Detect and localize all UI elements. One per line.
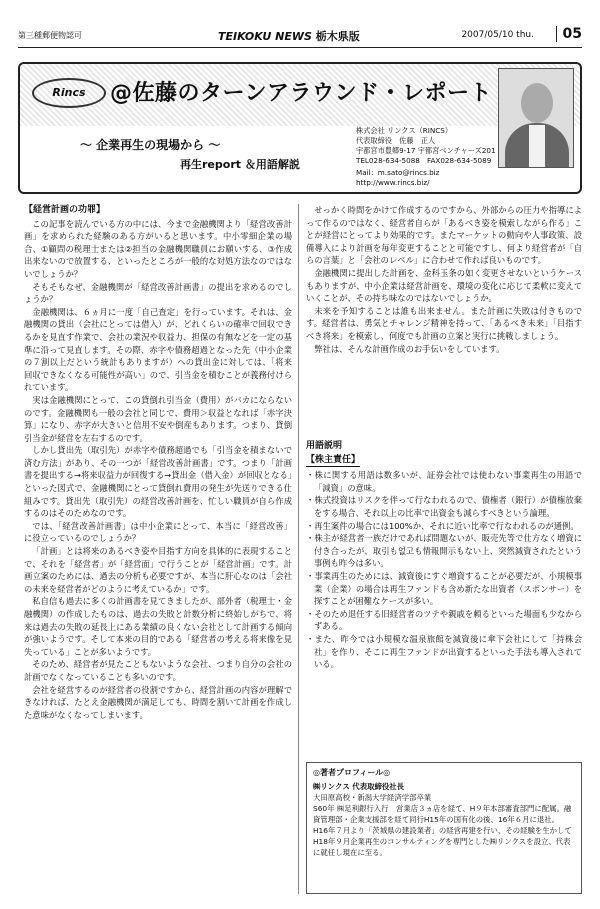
report-headline: @佐藤のターンアラウンド・レポート	[110, 81, 493, 106]
article-left-column	[24, 204, 292, 721]
article-paragraph: そのため、経営者が見たこともないような会社、つまり自分の会社の計画でなくなっていることも多いのです。	[24, 659, 292, 682]
article-heading: 【経営計画の功罪】	[24, 205, 106, 215]
article-paragraph: 弊社は、そんな計画作成のお手伝いをしています。	[314, 343, 505, 354]
profile-title: ◎著者プロフィール◎	[313, 768, 391, 777]
profile-line: H16年７月より「茨城県の建設業者」の経営再建を行い、その経験を生かしてH18年９月企業再生のコンサルティングを専門とした㈱リンクスを設立、代表に就任し現在に至る。	[313, 826, 572, 857]
glossary-list	[306, 469, 582, 671]
article-paragraph: この記事を読んでいる方の中には、今まで金融機関より「経営改善計画」を求められた経験のある方がいると思います。中小零細企業の場合、①顧問の税理士または②担当の金融機関職員にお願いする、③作成出来ないので放置する、といったところが一般的な対処方法なのではないでしょうか？	[24, 218, 292, 279]
profile-line: S60年 ㈱足利銀行入行 営業店３ヵ店を経て、H９年本部審査部門に配属。融資管理部・企業支援部を経て同行H15年の国有化の後、16年６月に退社。	[313, 804, 572, 824]
article-paragraph: 「計画」とは将来のあるべき姿や目指す方向を具体的に表現することで、それを「経営者」が「経営面」で行うことが「経営計画」です。計画立案のためには、過去の分析も必要ですが、本当に肝心なのは「会社の未来を経営者がどのように考えているか」です。	[24, 546, 292, 594]
article-paragraph: 未来を予知することは誰も出来ません。また計画に失敗は付きものです。経営者は、勇気とチャレンジ精神を持って、「あるべき未来」「目指すべき将来」を模索し、何度でも計画の立案と実行に挑戦しましょう。	[306, 305, 582, 341]
glossary-item: ・また、昨今では小規模な温泉旅館を減資後に傘下会社にして「持株会社」を作り、そこに再生ファンドが出資するといった手法も導入されている。	[306, 633, 582, 670]
title-box	[18, 62, 582, 194]
masthead	[18, 26, 582, 48]
glossary-item: ・再生案件の場合には100%か、それに近い比率で行なわれるのが通例。	[306, 520, 579, 531]
company-mail: Mail：m.sato@rincs.biz	[356, 168, 440, 177]
article-paragraph: せっかく時間をかけて作成するのですから、外部からの圧力や指導によって作るのではなく、経営者自らが「あるべき姿を模索しながら作る」ことが経営にとってより効果的です。またマーケットの動向や人事政策、設備導入により計画を毎年変更することと可能ですし、何より経営者が「自らの言葉」と「会社のレベル」に合わせて作れば良いものです。	[306, 205, 582, 266]
company-address: 宇都宮市豊郷9-17 宇都宮ベンチャーズ201	[356, 146, 496, 155]
company-rep: 代表取締役 佐藤 正人	[356, 136, 436, 145]
rincs-logo: Rincs	[32, 78, 106, 108]
photo-head	[521, 83, 553, 123]
report-subtitle: ～ 企業再生の現場から ～	[80, 138, 221, 152]
article-paragraph: 私自信も過去に多くの計画書を見てきましたが、部外者（税理士・金融機関）の作成したものは、過去の失敗と計数分析に終始しがちで、将来は過去の失敗の延長上にある業績の良くない会社として計画する傾向が強いようです。そして本来の目的である「経営者の考える将来像を見失っている」ことが多いようです。	[24, 596, 292, 657]
author-profile	[306, 762, 582, 894]
photo-shirt	[529, 125, 545, 168]
article-paragraph: では、「経営改善計画書」は中小企業にとって、本当に「経営改善」に役立っているのでしょうか？	[24, 520, 292, 544]
article-paragraph: 実は金融機関にとって、この貸倒れ引当金（費用）がバカにならないのです。金融機関も一般の会社と同じで、費用＞収益となれば「赤字決算」になり、赤字が大きいと信用不安や倒産もあります。つまり、貸倒引当金が経営を左右するのです。	[24, 394, 292, 443]
article-paragraph: しかし貸出先（取引先）が赤字や債務超過でも「引当金を積まないで済む方法」があり、その一つが「経営改善計画書」です。つまり「計画書を提出する→将来収益力が回復する→貸出金（借入金）が回収となる」といった図式で、金融機関にとって貸倒れ費用の発生が先送りできる仕組みです。貸出先（取引先）の経営改善計画を、忙しい職員が自ら作成するのはそのためなのです。	[24, 445, 292, 519]
article-paragraph: 会社を経営するのが経営者の役割ですから、経営計画の内容が理解できなければ、たとえ金融機関が満足しても、時間を割いて計画を作成した意味がなくなってしまいます。	[24, 684, 292, 720]
brand-name: TEIKOKU NEWS	[218, 30, 312, 43]
report-subtitle-2: 再生report ＆用語解説	[180, 158, 300, 171]
company-info	[356, 126, 496, 188]
article-paragraph: 金融機関は、６ヵ月に一度「自己査定」を行っています。それは、金融機関の貸出（会社にとっては借入）が、どれくらいの確率で回収できるかを見直す作業で、会社の業況や収益力、担保の有無などを一定の基準に沿って見直します。その際、赤字や債務超過となった先（中小企業の７割以上だという統計もありますが）への貸出金に対しては、「将来回収できなくなる可能性が高い」ので、引当金を積むことが義務付けられています。	[24, 306, 292, 393]
glossary-item: ・株主が経営者一族だけであれば問題ないが、販売先等で仕方なく増資に付き合ったが、取引も없고も情報開示もない上、突然減資されたという事例も昨今は多い。	[306, 533, 582, 569]
article-right-column	[306, 204, 582, 355]
edition: 栃木県版	[315, 30, 360, 43]
glossary-title: 用語説明	[306, 441, 343, 451]
article-paragraph: そもそもなぜ、金融機関が「経営改善計画書」の提出を求めるのでしょうか？	[24, 281, 292, 305]
glossary-item: ・事業再生のためには、減資後にすぐ増資することが必要だが、小規模事業（企業）の場合は再生ファンドも含め新たな出資者（スポンサー）を探すことが困難なケースが多い。	[306, 570, 582, 607]
glossary-item: ・株に関する用語は数多いが、証券会社では使わない事業再生の用語で「減資」の意味。	[306, 470, 582, 493]
company-url: http://www.rincs.biz/	[356, 178, 430, 187]
company-name: 株式会社 リンクス（RINCS）	[356, 126, 453, 135]
profile-name: ㈱リンクス 代表取締役社長	[313, 782, 405, 791]
article-paragraph: 金融機関に提出した計画を、金科玉条の如く変更させないというケースもありますが、中小企業は経営計画を、環境の変化に応じて柔軟に変えていくことが、その持ち味なのではないでしょうか。	[306, 267, 582, 304]
newspaper-brand	[218, 28, 360, 44]
column-divider	[298, 204, 299, 894]
glossary	[306, 440, 582, 671]
glossary-item: ・株式投資はリスクを伴って行なわれるので、債権者（銀行）が債権放棄をする場合、それ以上の比率で出資金も減らすべきという論理。	[306, 495, 582, 518]
profile-school: 大田原高校・新潟大学経済学部卒業	[313, 793, 432, 802]
company-tel: TEL028-634-5088 FAX028-634-5089	[356, 156, 492, 165]
page-number: 05	[556, 26, 582, 42]
issue-date: 2007/05/10 thu.	[461, 30, 534, 40]
author-photo	[498, 68, 574, 168]
postal-permit: 第三種郵便物認可	[18, 31, 82, 40]
glossary-term: 【株主責任】	[306, 454, 360, 468]
glossary-item: ・そのため退任する旧経営者のツテや親戚を頼るといった場面も少なからずある。	[306, 608, 582, 632]
